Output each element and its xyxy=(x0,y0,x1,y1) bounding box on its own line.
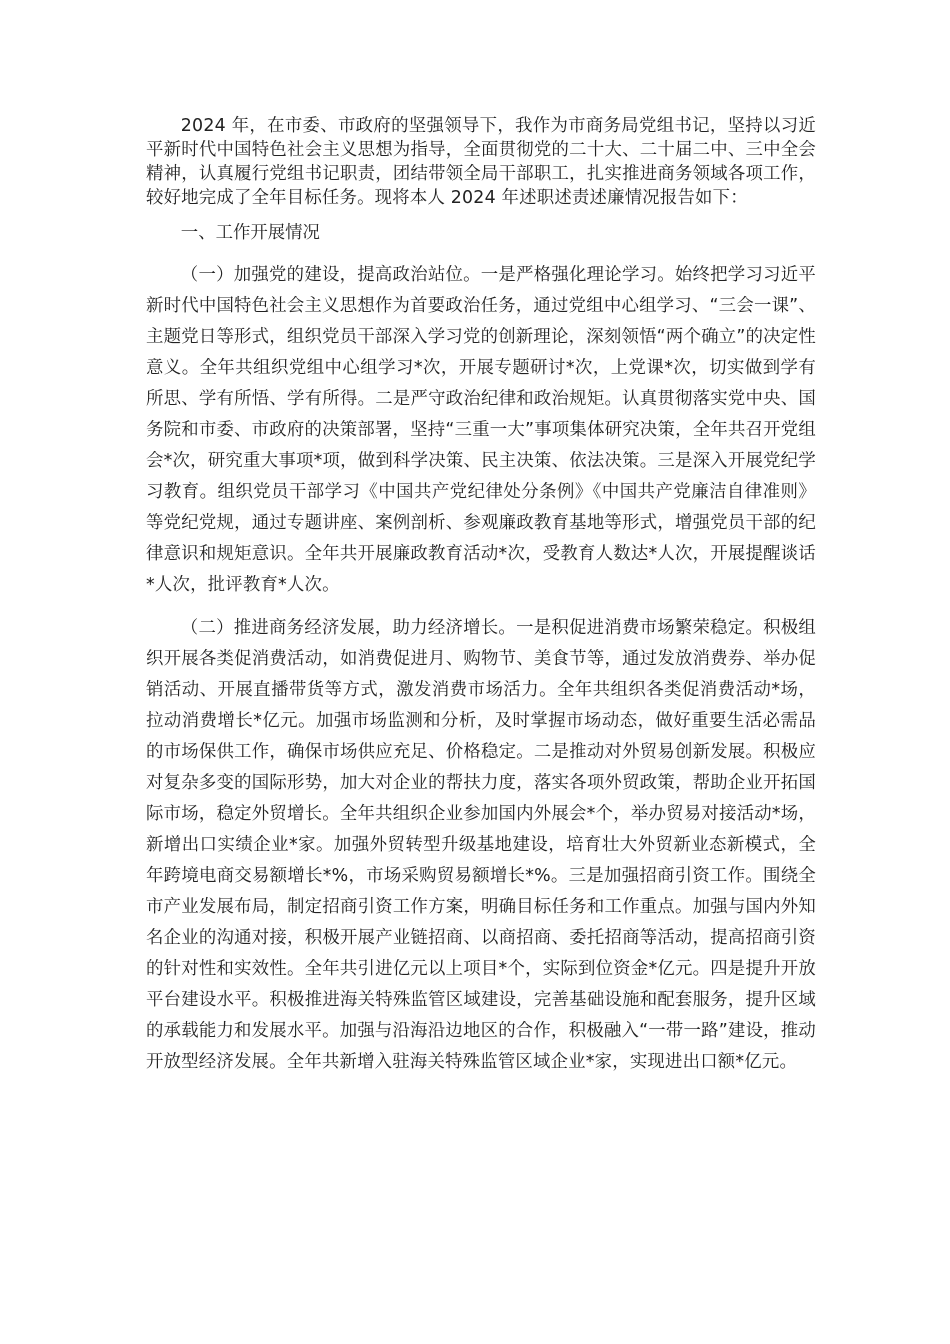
document-page xyxy=(146,114,816,1078)
section-heading: 一、工作开展情况 xyxy=(180,223,320,243)
intro-paragraph: 2024 年，在市委、市政府的坚强领导下，我作为市商务局党组书记，坚持以习近平新时代中国特色社会主义思想为指导，全面贯彻党的二十大、二十届二中、三中全会精神，认真履行党组书记职责，团结带领全局干部职工，扎实推进商务领域各项工作，较好地完成了全年目标任务。现将本人 2024 年述职述责述廉情况报告如下： xyxy=(146,116,816,208)
party-building-paragraph: （一）加强党的建设，提高政治站位。一是严格强化理论学习。始终把学习习近平新时代中国特色社会主义思想作为首要政治任务，通过党组中心组学习、“三会一课”、主题党日等形式，组织党员干部深入学习党的创新理论，深刻领悟“两个确立”的决定性意义。全年共组织党组中心组学习*次，开展专题研讨*次，上党课*次，切实做到学有所思、学有所悟、学有所得。二是严守政治纪律和政治规矩。认真贯彻落实党中央、国务院和市委、市政府的决策部署，坚持“三重一大”事项集体研究决策，全年共召开党组会*次，研究重大事项*项，做到科学决策、民主决策、依法决策。三是深入开展党纪学习教育。组织党员干部学习《中国共产党纪律处分条例》《中国共产党廉洁自律准则》等党纪党规，通过专题讲座、案例剖析、参观廉政教育基地等形式，增强党员干部的纪律意识和规矩意识。全年共开展廉政教育活动*次，受教育人数达*人次，开展提醒谈话*人次，批评教育*人次。 xyxy=(146,265,816,595)
commerce-development-paragraph: （二）推进商务经济发展，助力经济增长。一是积促进消费市场繁荣稳定。积极组织开展各类促消费活动，如消费促进月、购物节、美食节等，通过发放消费券、举办促销活动、开展直播带货等方式，激发消费市场活力。全年共组织各类促消费活动*场，拉动消费增长*亿元。加强市场监测和分析，及时掌握市场动态，做好重要生活必需品的市场保供工作，确保市场供应充足、价格稳定。二是推动对外贸易创新发展。积极应对复杂多变的国际形势，加大对企业的帮扶力度，落实各项外贸政策，帮助企业开拓国际市场，稳定外贸增长。全年共组织企业参加国内外展会*个，举办贸易对接活动*场，新增出口实绩企业*家。加强外贸转型升级基地建设，培育壮大外贸新业态新模式，全年跨境电商交易额增长*%，市场采购贸易额增长*%。三是加强招商引资工作。围绕全市产业发展布局，制定招商引资工作方案，明确目标任务和工作重点。加强与国内外知名企业的沟通对接，积极开展产业链招商、以商招商、委托招商等活动，提高招商引资的针对性和实效性。全年共引进亿元以上项目*个，实际到位资金*亿元。四是提升开放平台建设水平。积极推进海关特殊监管区域建设，完善基础设施和配套服务，提升区域的承载能力和发展水平。加强与沿海沿边地区的合作，积极融入“一带一路”建设，推动开放型经济发展。全年共新增入驻海关特殊监管区域企业*家，实现进出口额*亿元。 xyxy=(146,618,816,1072)
